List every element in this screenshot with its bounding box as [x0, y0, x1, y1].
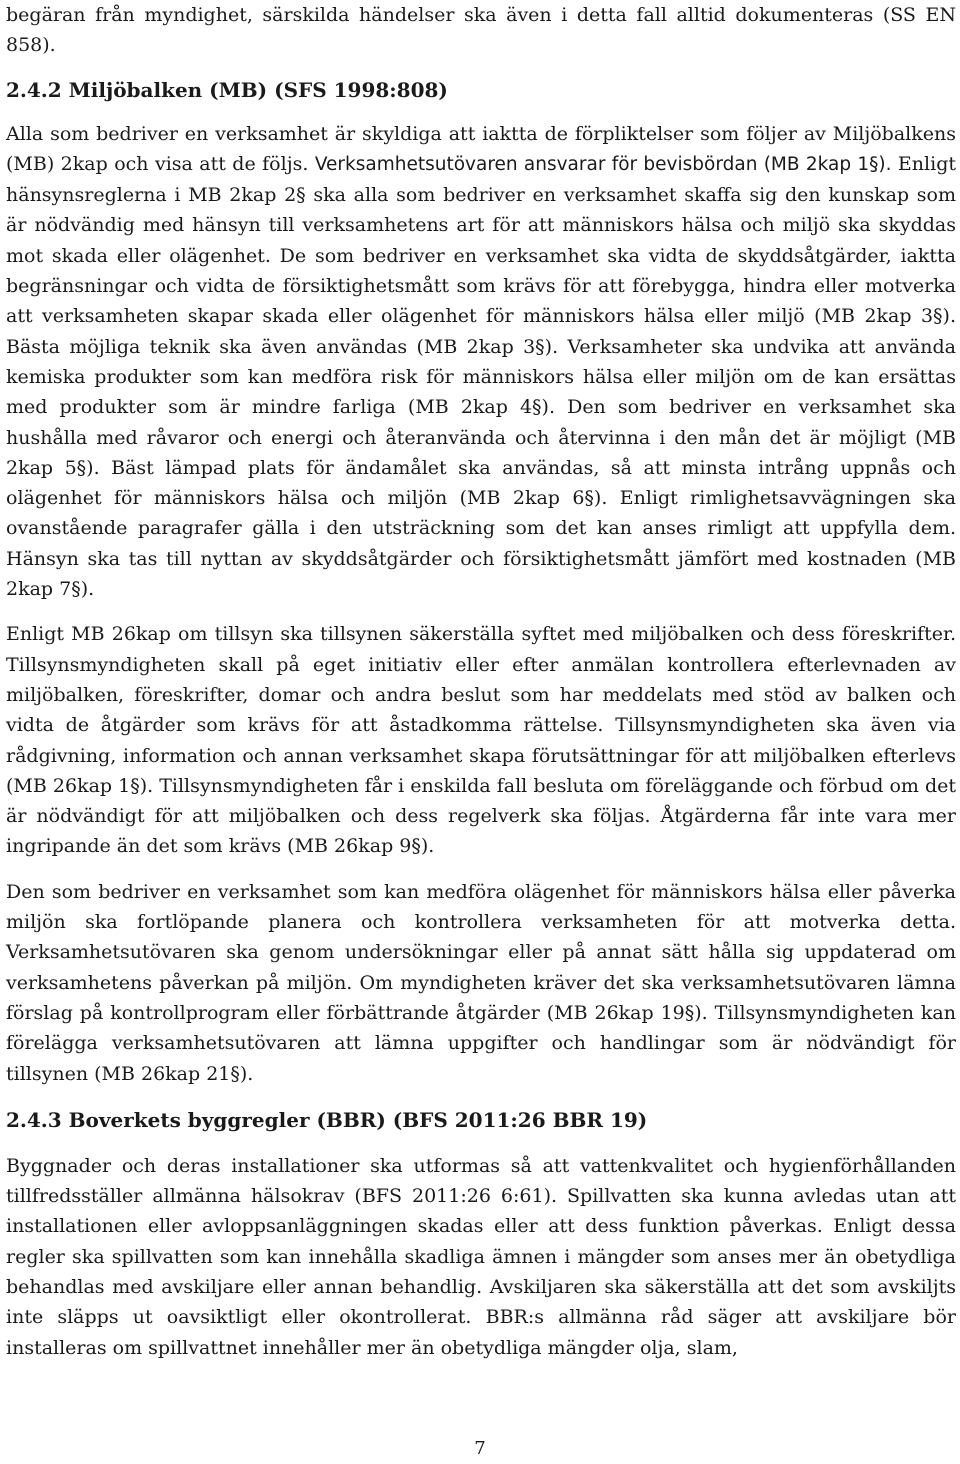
paragraph-mb-1-part2: Enligt hänsynsreglerna i MB 2kap 2§ ska alla som bedriver en verksamhet skaffa sig den kunskap som är nödvändig med hänsyn till verksamhetens art för att människors hälsa och miljö ska skyddas mot skada eller olägenhet. De som bedriver en verksamhet ska vidta de skyddsåtgärder, iaktta begränsningar och vidta de försiktighetsmått som krävs för att förebygga, hindra eller motverka att verksamheten skapar skada eller olägenhet för människors hälsa eller miljö (MB 2kap 3§). Bästa möjliga teknik ska även användas (MB 2kap 3§). Verksamheter ska undvika att använda kemiska produkter som kan medföra risk för människors hälsa eller miljön om de kan ersättas med produkter som är mindre farliga (MB 2kap 4§). Den som bedriver en verksamhet ska hushålla med råvaror och energi och återanvända och återvinna i den mån det är möjligt (MB 2kap 5§). Bäst lämpad plats för ändamålet ska användas, så att minsta intrång uppnås och olägenhet för människors hälsa och miljön (MB 2kap 6§). Enligt rimlighetsavvägningen ska ovanstående paragrafer gälla i den utsträckning som det kan anses rimligt att uppfylla dem. Hänsyn ska tas till nyttan av skyddsåtgärder och försiktighetsmått jämfört med kostnaden (MB 2kap 7§). — [6, 152, 956, 601]
paragraph-mb-1 — [6, 119, 956, 605]
paragraph-bbr-1: Byggnader och deras installationer ska utformas så att vattenkvalitet och hygienförhållanden tillfredsställer allmänna hälsokrav (BFS 2011:26 6:61). Spillvatten ska kunna avledas utan att installationen eller avloppsanläggningen skadas eller att dess funktion påverkas. Enligt dessa regler ska spillvatten som kan innehålla skadliga ämnen i mängder som anses mer än obetydliga behandlas med avskiljare eller annan behandlig. Avskiljaren ska säkerställa att det som avskiljts inte släpps ut oavsiktligt eller okontrollerat. BBR:s allmänna råd säger att avskiljare bör installeras om spillvattnet innehåller mer än obetydliga mängder olja, slam, — [6, 1154, 956, 1359]
paragraph-mb-3: Den som bedriver en verksamhet som kan medföra olägenhet för människors hälsa eller påverka miljön ska fortlöpande planera och kontrollera verksamheten för att motverka detta. Verksamhetsutövaren ska genom undersökningar eller på annat sätt hålla sig uppdaterad om verksamhetens påverkan på miljön. Om myndigheten kräver det ska verksamhetsutövaren lämna förslag på kontrollprogram eller förbättrande åtgärder (MB 26kap 19§). Tillsynsmyndigheten kan förelägga verksamhetsutövaren att lämna uppgifter och handlingar som är nödvändigt för tillsynen (MB 26kap 21§). — [6, 880, 956, 1085]
section-heading-bbr: 2.4.3 Boverkets byggregler (BBR) (BFS 2011:26 BBR 19) — [6, 1107, 648, 1132]
document-page — [6, 0, 956, 1363]
intro-paragraph: begäran från myndighet, särskilda händelser ska även i detta fall alltid dokumenteras (SS EN 858). — [6, 4, 956, 57]
page-number: 7 — [474, 1438, 486, 1459]
paragraph-mb-2: Enligt MB 26kap om tillsyn ska tillsynen säkerställa syftet med miljöbalken och dess föreskrifter. Tillsynsmyndigheten skall på eget initiativ eller efter anmälan kontrollera efterlevnaden av miljöbalken, föreskrifter, domar och andra beslut som har meddelats med stöd av balken och vidta de åtgärder som krävs för att åstadkomma rättelse. Tillsynsmyndigheten ska även via rådgivning, information och annan verksamhet skapa förutsättningar för att miljöbalken efterlevs (MB 26kap 1§). Tillsynsmyndigheten får i enskilda fall besluta om föreläggande och förbud om det är nödvändigt för att miljöbalken och dess regelverk ska följas. Åtgärderna får inte vara mer ingripande än det som krävs (MB 26kap 9§). — [6, 623, 956, 858]
paragraph-mb-1-sans-sentence: Verksamhetsutövaren ansvarar för bevisbördan (MB 2kap 1§). — [314, 153, 892, 175]
section-heading-miljobalken: 2.4.2 Miljöbalken (MB) (SFS 1998:808) — [6, 77, 448, 102]
paragraph-mb-1-part1: Alla som bedriver en verksamhet är skyldiga att iaktta de förpliktelser som följer av Miljöbalkens (MB) 2kap och visa att de följs. — [6, 122, 956, 175]
